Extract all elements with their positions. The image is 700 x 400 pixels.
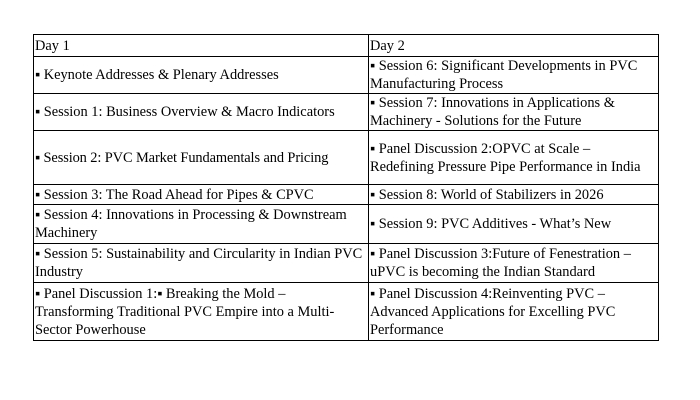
- day2-session-cell: ▪ Panel Discussion 2:OPVC at Scale – Redefining Pressure Pipe Performance in India: [369, 131, 659, 185]
- day1-session-cell: ▪ Session 4: Innovations in Processing & Downstream Machinery: [34, 205, 369, 244]
- day1-session-cell: ▪ Session 2: PVC Market Fundamentals and Pricing: [34, 131, 369, 185]
- agenda-table: [33, 34, 659, 341]
- table-row: [34, 131, 659, 185]
- day2-session-cell: ▪ Session 8: World of Stabilizers in 2026: [369, 185, 659, 205]
- day2-session-cell: ▪ Panel Discussion 4:Reinventing PVC – Advanced Applications for Excelling PVC Performance: [369, 283, 659, 341]
- day2-session-cell: ▪ Session 9: PVC Additives - What’s New: [369, 205, 659, 244]
- day1-session-cell: ▪ Session 1: Business Overview & Macro Indicators: [34, 94, 369, 131]
- day1-session-cell: ▪ Panel Discussion 1:▪ Breaking the Mold – Transforming Traditional PVC Empire into a Multi-Sector Powerhouse: [34, 283, 369, 341]
- day1-header: Day 1: [34, 35, 369, 57]
- day2-header: Day 2: [369, 35, 659, 57]
- table-row: [34, 57, 659, 94]
- header-row: [34, 35, 659, 57]
- table-row: [34, 205, 659, 244]
- table-row: [34, 283, 659, 341]
- day2-session-cell: ▪ Session 6: Significant Developments in PVC Manufacturing Process: [369, 57, 659, 94]
- day1-session-cell: ▪ Keynote Addresses & Plenary Addresses: [34, 57, 369, 94]
- day1-session-cell: ▪ Session 3: The Road Ahead for Pipes & CPVC: [34, 185, 369, 205]
- day2-session-cell: ▪ Session 7: Innovations in Applications & Machinery - Solutions for the Future: [369, 94, 659, 131]
- table-row: [34, 94, 659, 131]
- day1-session-cell: ▪ Session 5: Sustainability and Circularity in Indian PVC Industry: [34, 244, 369, 283]
- day2-session-cell: ▪ Panel Discussion 3:Future of Fenestration – uPVC is becoming the Indian Standard: [369, 244, 659, 283]
- table-row: [34, 185, 659, 205]
- table-row: [34, 244, 659, 283]
